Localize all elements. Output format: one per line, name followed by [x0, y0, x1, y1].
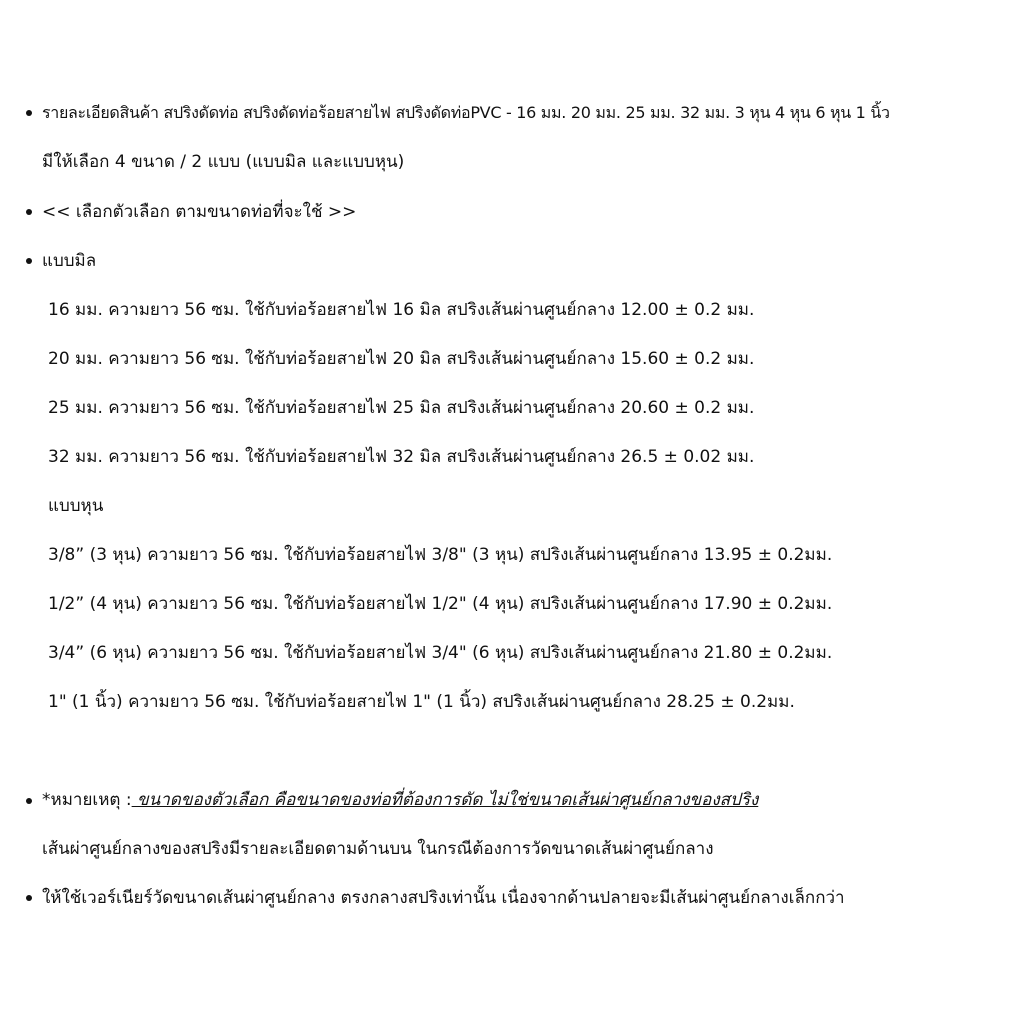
mm-size-row: 32 มม. ความยาว 56 ซม. ใช้กับท่อร้อยสายไฟ 32 มิล สปริงเส้นผ่านศูนย์กลาง 26.5 ± 0.02 มม. — [48, 447, 755, 467]
hun-section-heading: แบบหุน — [48, 496, 104, 516]
mm-section-heading: แบบมิล — [42, 251, 97, 271]
mm-size-row: 16 มม. ความยาว 56 ซม. ใช้กับท่อร้อยสายไฟ 16 มิล สปริงเส้นผ่านศูนย์กลาง 12.00 ± 0.2 มม. — [48, 300, 755, 320]
bullet-dot — [26, 110, 32, 116]
bullet-dot — [26, 798, 32, 804]
product-detail-line: รายละเอียดสินค้า สปริงดัดท่อ สปริงดัดท่อร้อยสายไฟ สปริงดัดท่อPVC - 16 มม. 20 มม. 25 มม. 32 มม. 3 หุน 4 หุน 6 หุน 1 นิ้ว — [42, 103, 890, 122]
hun-size-row: 1" (1 นิ้ว) ความยาว 56 ซม. ใช้กับท่อร้อยสายไฟ 1" (1 นิ้ว) สปริงเส้นผ่านศูนย์กลาง 28.25 ± 0.2มม. — [48, 692, 795, 712]
choose-option-line: << เลือกตัวเลือก ตามขนาดท่อที่จะใช้ >> — [42, 202, 357, 222]
options-summary-line: มีให้เลือก 4 ขนาด / 2 แบบ (แบบมิล และแบบหุน) — [42, 152, 405, 172]
vernier-instruction-line: ให้ใช้เวอร์เนียร์วัดขนาดเส้นผ่าศูนย์กลาง ตรงกลางสปริงเท่านั้น เนื่องจากด้านปลายจะมีเส้นผ่าศูนย์กลางเล็กกว่า — [42, 888, 845, 908]
mm-size-row: 25 มม. ความยาว 56 ซม. ใช้กับท่อร้อยสายไฟ 25 มิล สปริงเส้นผ่านศูนย์กลาง 20.60 ± 0.2 มม. — [48, 398, 755, 418]
hun-size-row: 3/4” (6 หุน) ความยาว 56 ซม. ใช้กับท่อร้อยสายไฟ 3/4" (6 หุน) สปริงเส้นผ่านศูนย์กลาง 21.80 ± 0.2มม. — [48, 643, 833, 663]
note-line — [42, 788, 758, 812]
mm-size-row: 20 มม. ความยาว 56 ซม. ใช้กับท่อร้อยสายไฟ 20 มิล สปริงเส้นผ่านศูนย์กลาง 15.60 ± 0.2 มม. — [48, 349, 755, 369]
hun-size-row: 1/2” (4 หุน) ความยาว 56 ซม. ใช้กับท่อร้อยสายไฟ 1/2" (4 หุน) สปริงเส้นผ่านศูนย์กลาง 17.90 ± 0.2มม. — [48, 594, 833, 614]
note-emphasis: ขนาดของตัวเลือก คือขนาดของท่อที่ต้องการดัด ไม่ใช่ขนาดเส้นผ่าศูนย์กลางของสปริง — [131, 790, 759, 810]
bullet-dot — [26, 209, 32, 215]
bullet-dot — [26, 258, 32, 264]
hun-size-row: 3/8” (3 หุน) ความยาว 56 ซม. ใช้กับท่อร้อยสายไฟ 3/8" (3 หุน) สปริงเส้นผ่านศูนย์กลาง 13.95 ± 0.2มม. — [48, 545, 833, 565]
note-continuation: เส้นผ่าศูนย์กลางของสปริงมีรายละเอียดตามด้านบน ในกรณีต้องการวัดขนาดเส้นผ่าศูนย์กลาง — [42, 839, 714, 859]
bullet-dot — [26, 895, 32, 901]
note-prefix: *หมายเหตุ : — [42, 790, 132, 810]
